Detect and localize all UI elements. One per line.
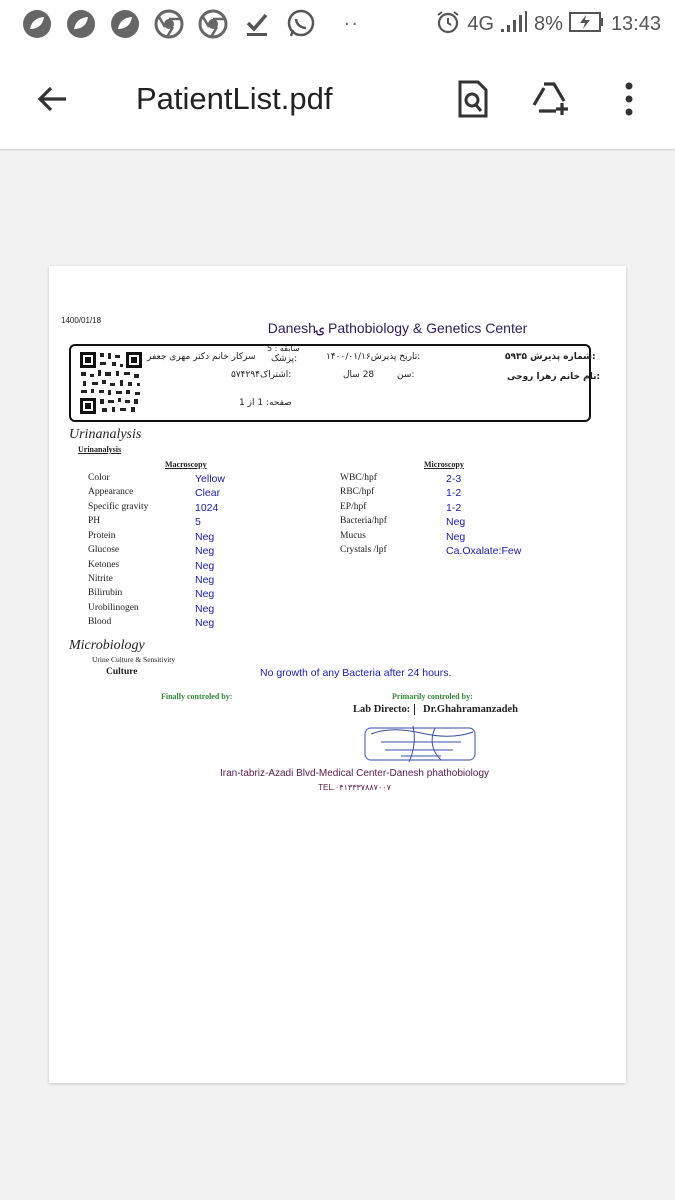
chrome-icon [152,7,186,41]
doctor-name: سرکار خانم دکتر مهری جعفر [147,352,256,362]
add-to-drive-icon [530,81,572,117]
macro-value: Neg [195,545,215,557]
pdf-page[interactable] [49,266,626,1083]
patient-name: :نام خانم زهرا روحی [507,372,601,382]
macro-value: Neg [195,588,215,600]
doctor-label: :پزشک [271,354,298,364]
add-to-drive-button[interactable] [521,69,581,129]
macro-value: 5 [195,516,201,528]
network-type: 4G [467,12,495,35]
history-count: سابقه : 5 [267,344,300,353]
macro-value: Neg [195,531,215,543]
macro-value: Neg [195,617,215,629]
macro-label: Bilirubin [88,588,123,598]
more-options-button[interactable] [599,69,659,129]
leaf-app-icon [20,7,54,41]
age-value: 28 سال [343,370,375,380]
document-title: PatientList.pdf [136,80,333,116]
chrome-icon [196,7,230,41]
micro-label: WBC/hpf [340,473,377,483]
admission-number: :شماره پذیرش ۵۹۳۵ [505,352,596,362]
macro-value: Neg [195,574,215,586]
macro-label: Appearance [88,487,134,497]
micro-value: Neg [446,531,466,543]
macro-label: PH [88,516,101,526]
finally-controlled-label: Finally controled by: [161,692,233,701]
signal-icon [500,11,528,38]
culture-subtitle: Urine Culture & Sensitivity [92,655,176,664]
micro-label: EP/hpf [340,502,367,512]
qr-code-icon [78,350,144,416]
culture-result: No growth of any Bacteria after 24 hours. [260,667,452,679]
arrow-left-icon [36,82,70,116]
macro-label: Glucose [88,545,120,555]
telephone-line: TEL.۰۴۱۳۳۳۷۸۸۷۰۰۷ [318,783,391,792]
urinalysis-title: Urinanalysis [69,427,142,442]
micro-value: Neg [446,516,466,528]
clock: 13:43 [610,12,661,35]
back-button[interactable] [18,64,88,134]
macro-label: Color [88,473,110,483]
micro-label: RBC/hpf [340,487,375,497]
alarm-icon [435,9,461,40]
microscopy-header: Microscopy [424,460,464,469]
macro-label: Protein [88,531,116,541]
patient-info-box [69,344,601,422]
lab-director-label: Lab Directo: [353,704,415,715]
micro-value: 2-3 [446,473,462,485]
urinalysis-subtitle: Urinanalysis [78,445,122,454]
address-line: Iran-tabriz-Azadi Blvd-Medical Center-Danesh phathobiology [219,768,490,779]
print-date: 1400/01/18 [61,316,102,325]
find-in-page-icon [456,80,490,118]
micro-label: Crystals /lpf [340,545,387,555]
macro-label: Blood [88,617,112,627]
status-bar [0,0,675,48]
macro-value: Neg [195,560,215,572]
page-count: صفحه: 1 از 1 [239,398,292,408]
macro-label: Specific gravity [88,502,149,512]
search-document-button[interactable] [443,69,503,129]
macro-value: Yellow [195,473,225,485]
battery-charging-icon [569,11,605,38]
admission-date: :تاریخ پذیرش۱۴۰۰/۰۱/۱۶ [326,352,421,362]
more-vert-icon [624,82,634,116]
signature-stamp-icon [361,724,487,764]
micro-value: 1-2 [446,502,462,514]
download-done-icon [240,7,274,41]
micro-value: Ca.Oxalate:Few [446,545,522,557]
macro-label: Ketones [88,560,120,570]
macro-label: Urobilinogen [88,603,139,613]
battery-percent: 8% [534,12,563,35]
macro-value: Clear [195,487,221,499]
age-label: :سن [397,370,415,380]
leaf-app-icon [108,7,142,41]
subscription-number: :اشتراک۵۷۴۲۹۴ [231,370,292,380]
macro-value: 1024 [195,502,219,514]
leaf-app-icon [64,7,98,41]
app-bar [0,48,675,150]
director-name: Dr.Ghahramanzadeh [423,704,518,715]
whatsapp-icon [284,7,318,41]
micro-value: 1-2 [446,487,462,499]
center-name: Daneshۍ Pathobiology & Genetics Center [267,320,528,336]
primarily-controlled-label: Primarily controled by: [392,692,473,701]
more-notifications-dots: ·· [344,13,360,35]
macro-value: Neg [195,603,215,615]
macroscopy-header: Macroscopy [165,460,207,469]
microbiology-title: Microbiology [69,638,145,653]
micro-label: Mucus [340,531,366,541]
culture-label: Culture [106,667,138,677]
macro-label: Nitrite [88,574,113,584]
micro-label: Bacteria/hpf [340,516,387,526]
